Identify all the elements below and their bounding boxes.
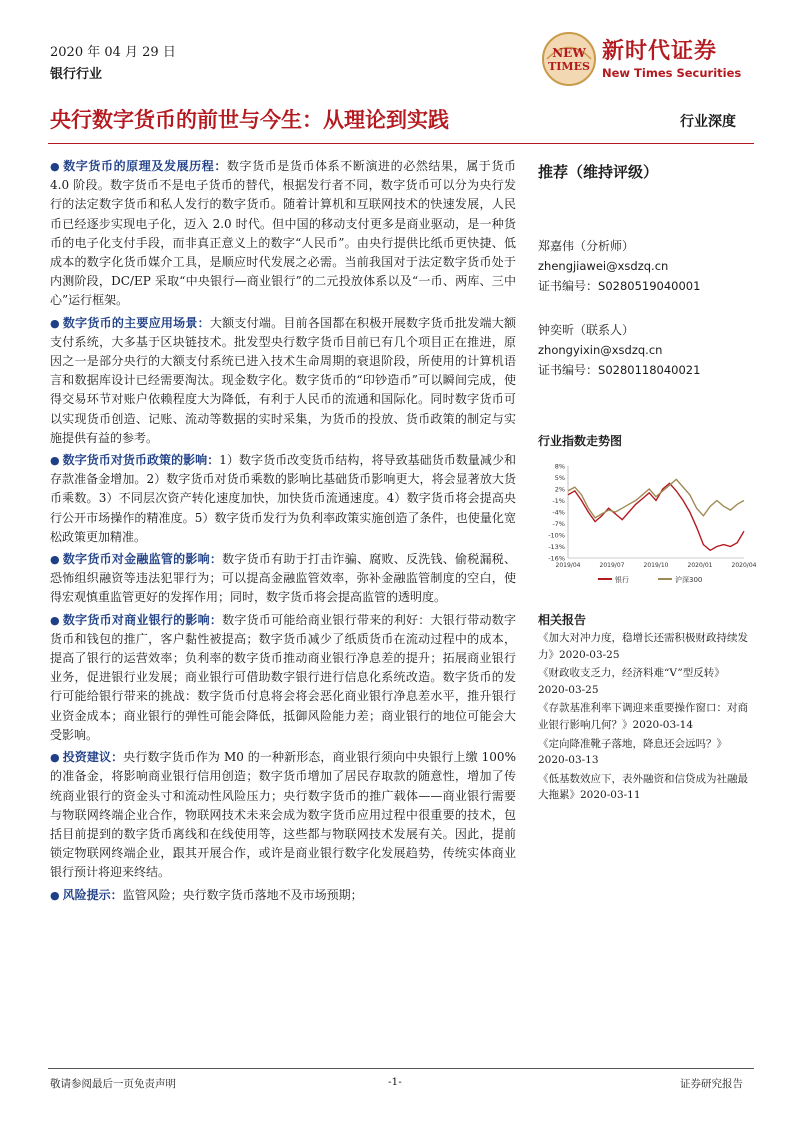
bullet-icon: ● (50, 316, 60, 330)
related-reports (538, 630, 754, 806)
bullet-text: 央行数字货币作为 M0 的一种新形态，商业银行须向中央银行上缴 100%的准备金，将影响商业银行信用创造；数字货币增加了居民存取款的随意性，增加了传统商业银行的资金头寸和流动性风险压力；央行数字货币的推广载体——商业银行需要与物联网终端企业合作，物联网技术未来会成为数字货币应用过程中很重要的技术，包括目前提到的数字货币离线和在线使用等，这些都与物联网技术发展有关。因此，提前锁定物联网终端企业，跟其开展合作，或许是商业银行数字化发展趋势，传统实体商业银行预计将迎来终结。 (50, 750, 516, 880)
bullet-label: 数字货币对商业银行的影响： (62, 612, 223, 627)
bullet-risk (50, 886, 516, 905)
industry-index-chart (538, 458, 757, 588)
report-item[interactable]: 《定向降准靴子落地，降息还会远吗？》 2020-03-13 (538, 737, 727, 767)
y-tick-label: 2% (554, 485, 565, 494)
y-tick-label: 8% (554, 462, 565, 471)
y-tick-label: -1% (552, 497, 565, 505)
bullet-icon: ● (50, 751, 60, 765)
bullet-label: 投资建议： (62, 750, 124, 765)
bullet-regulation (50, 550, 516, 608)
x-tick-label: 2020/04 (731, 562, 757, 569)
series-line-csi300 (568, 479, 744, 517)
bullet-text: 1）数字货币改变货币结构，将导致基础货币数量减少和存款准备金增加。2）数字货币对货币乘数的影响比基础货币影响更大，将会显著放大货币乘数。3）不同层次资产转化速度加快，加快货币流通速度。4）数字货币将会提高央行公开市场操作的精准度。5）数字货币发行为负利率政策实施创造了条件，也使量化宽松政策更加精准。 (50, 453, 516, 544)
rating: 推荐（维持评级） (538, 163, 659, 181)
bullet-text: 数字货币是货币体系不断演进的必然结果，属于货币 4.0 阶段。数字货币不是电子货币的替代，根据发行者不同，数字货币可以分为央行发行的法定数字货币和私人发行的数字货币。随着计算机和互联网技术的快速发展，人民币已经逐步实现电子化，迈入 2.0 时代。但中国的移动支付更多是商业驱动，是一种货币的电子化支付手段，而非真正意义上的数字“人民币”。由央行提供比纸币更快捷、低成本的数字化货币媒介工具，是顺应时代发展之必需。当前我国对于法定数字货币处于内测阶段，DC/EP 采取“中央银行—商业银行”的二元投放体系以及“一币、两库、三中心”运行框架。 (50, 159, 516, 308)
y-tick-label: -4% (552, 508, 565, 517)
bullet-icon: ● (50, 888, 60, 902)
page-number: -1- (388, 1076, 402, 1088)
report-item[interactable]: 《加大对冲力度，稳增长还需积极财政持续发力》2020-03-25 (538, 632, 748, 661)
logo-en-text: New Times Securities (602, 66, 742, 80)
y-tick-label: -7% (552, 520, 565, 528)
bullet-icon: ● (50, 454, 60, 468)
industry-label: 银行行业 (50, 67, 103, 82)
main-body (50, 157, 516, 908)
analyst-1 (538, 236, 700, 296)
bullet-label: 数字货币的主要应用场景： (62, 315, 210, 330)
logo-mark-new: NEW (552, 46, 586, 60)
footer-disclaimer: 敬请参阅最后一页免责声明 (50, 1078, 176, 1090)
x-tick-label: 2019/10 (643, 562, 669, 569)
analyst-2 (538, 320, 700, 380)
report-date: 2020 年 04 月 29 日 (50, 45, 176, 60)
report-title: 央行数字货币的前世与今生：从理论到实践 (50, 108, 449, 132)
bullet-text: 数字货币可能给商业银行带来的利好：大银行带动数字货币和钱包的推广，客户黏性被提高；数字货币减少了纸质货币在流动过程中的成本，提高了银行的运营效率；负利率的数字货币推动商业银行净息差的提升；拓展商业银行业务，促进银行业发展；商业银行可借助数字银行进行信息化系统改造。数字货币的发行可能给银行带来的挑战：数字货币付息将会将会恶化商业银行净息差水平，推升银行业资金成本；商业银行的弹性可能会降低，抵御风险能力差；商业银行的地位可能会大受影响。 (50, 612, 516, 742)
x-tick-label: 2019/07 (599, 562, 625, 569)
bullet-label: 数字货币对货币政策的影响： (62, 453, 220, 468)
analyst-name: 郑嘉伟（分析师） (538, 239, 635, 253)
bullet-monetary-policy (50, 451, 516, 547)
analyst-cert: 证书编号：S0280118040021 (538, 363, 701, 377)
bullet-label: 数字货币的原理及发展历程： (63, 159, 227, 173)
analyst-cert: 证书编号：S0280519040001 (538, 279, 701, 293)
bullet-investment (50, 748, 516, 882)
analyst-name: 钟奕昕（联系人） (538, 323, 635, 337)
x-tick-label: 2020/01 (687, 562, 713, 569)
bullet-icon: ● (50, 613, 60, 627)
bullet-scenarios (50, 314, 516, 448)
footer-divider (48, 1068, 754, 1069)
bullet-text: 监管风险；央行数字货币落地不及市场预期； (122, 887, 363, 902)
bullet-icon: ● (50, 160, 61, 173)
y-tick-label: -10% (548, 531, 565, 540)
bullet-label: 数字货币对金融监管的影响： (62, 552, 223, 567)
bullet-text: 大额支付端。目前各国都在积极开展数字货币批发端大额支付系统，大多基于区块链技术。批发型央行数字货币目前已有几个项目正在推进，原因之一是部分央行的大额支付系统已进入技术生命周期的衰退阶段，所使用的计算机语言和数据库设计已经需要淘汰。现金数字化。数字货币的“印钞造币”可以瞬间完成，使得交易环节对账户依赖程度大为降低，有利于人民币的流通和国际化。同时数字货币可以实现货币创造、记账、流动等数据的实时采集，为货币的投放、货币政策的制定与实施提供有益的参考。 (50, 315, 516, 445)
title-divider (48, 143, 754, 144)
x-tick-label: 2019/04 (555, 562, 581, 569)
y-tick-label: -13% (548, 543, 565, 551)
y-tick-label: -16% (548, 554, 565, 563)
doc-type: 行业深度 (680, 114, 736, 130)
bullet-text: 数字货币有助于打击诈骗、腐败、反洗钱、偷税漏税、恐怖组织融资等违法犯罪行为；可以提高金融监管效率，弥补金融监管制度的空白，使得宏观慎重监管更好的发挥作用；同时，数字货币将会提高监管的透明度。 (50, 552, 516, 605)
y-tick-label: 5% (554, 474, 565, 482)
related-reports-title: 相关报告 (538, 613, 587, 627)
company-logo (538, 30, 753, 90)
chart-title: 行业指数走势图 (538, 434, 623, 448)
report-item[interactable]: 《存款基准利率下调迎来重要操作窗口：对商业银行影响几何？》2020-03-14 (538, 702, 748, 731)
bullet-commercial-banks (50, 611, 516, 745)
logo-cn-text: 新时代证券 (602, 39, 718, 64)
logo-mark-times: TIMES (548, 60, 590, 73)
bullet-principle (50, 157, 516, 311)
report-item[interactable]: 《财政收支乏力，经济料难“V”型反转》 2020-03-25 (538, 667, 725, 696)
footer-report-type: 证券研究报告 (680, 1078, 743, 1090)
new-times-logo-icon (538, 30, 600, 88)
bullet-icon: ● (50, 553, 60, 567)
bullet-label: 风险提示： (62, 887, 123, 902)
report-item[interactable]: 《低基数效应下，表外融资和信贷成为社融最大拖累》2020-03-11 (538, 772, 748, 802)
legend-label: 沪深300 (675, 576, 703, 584)
analyst-email: zhengjiawei@xsdzq.cn (538, 259, 669, 273)
analyst-email: zhongyixin@xsdzq.cn (538, 343, 663, 357)
legend-label: 银行 (615, 576, 629, 584)
